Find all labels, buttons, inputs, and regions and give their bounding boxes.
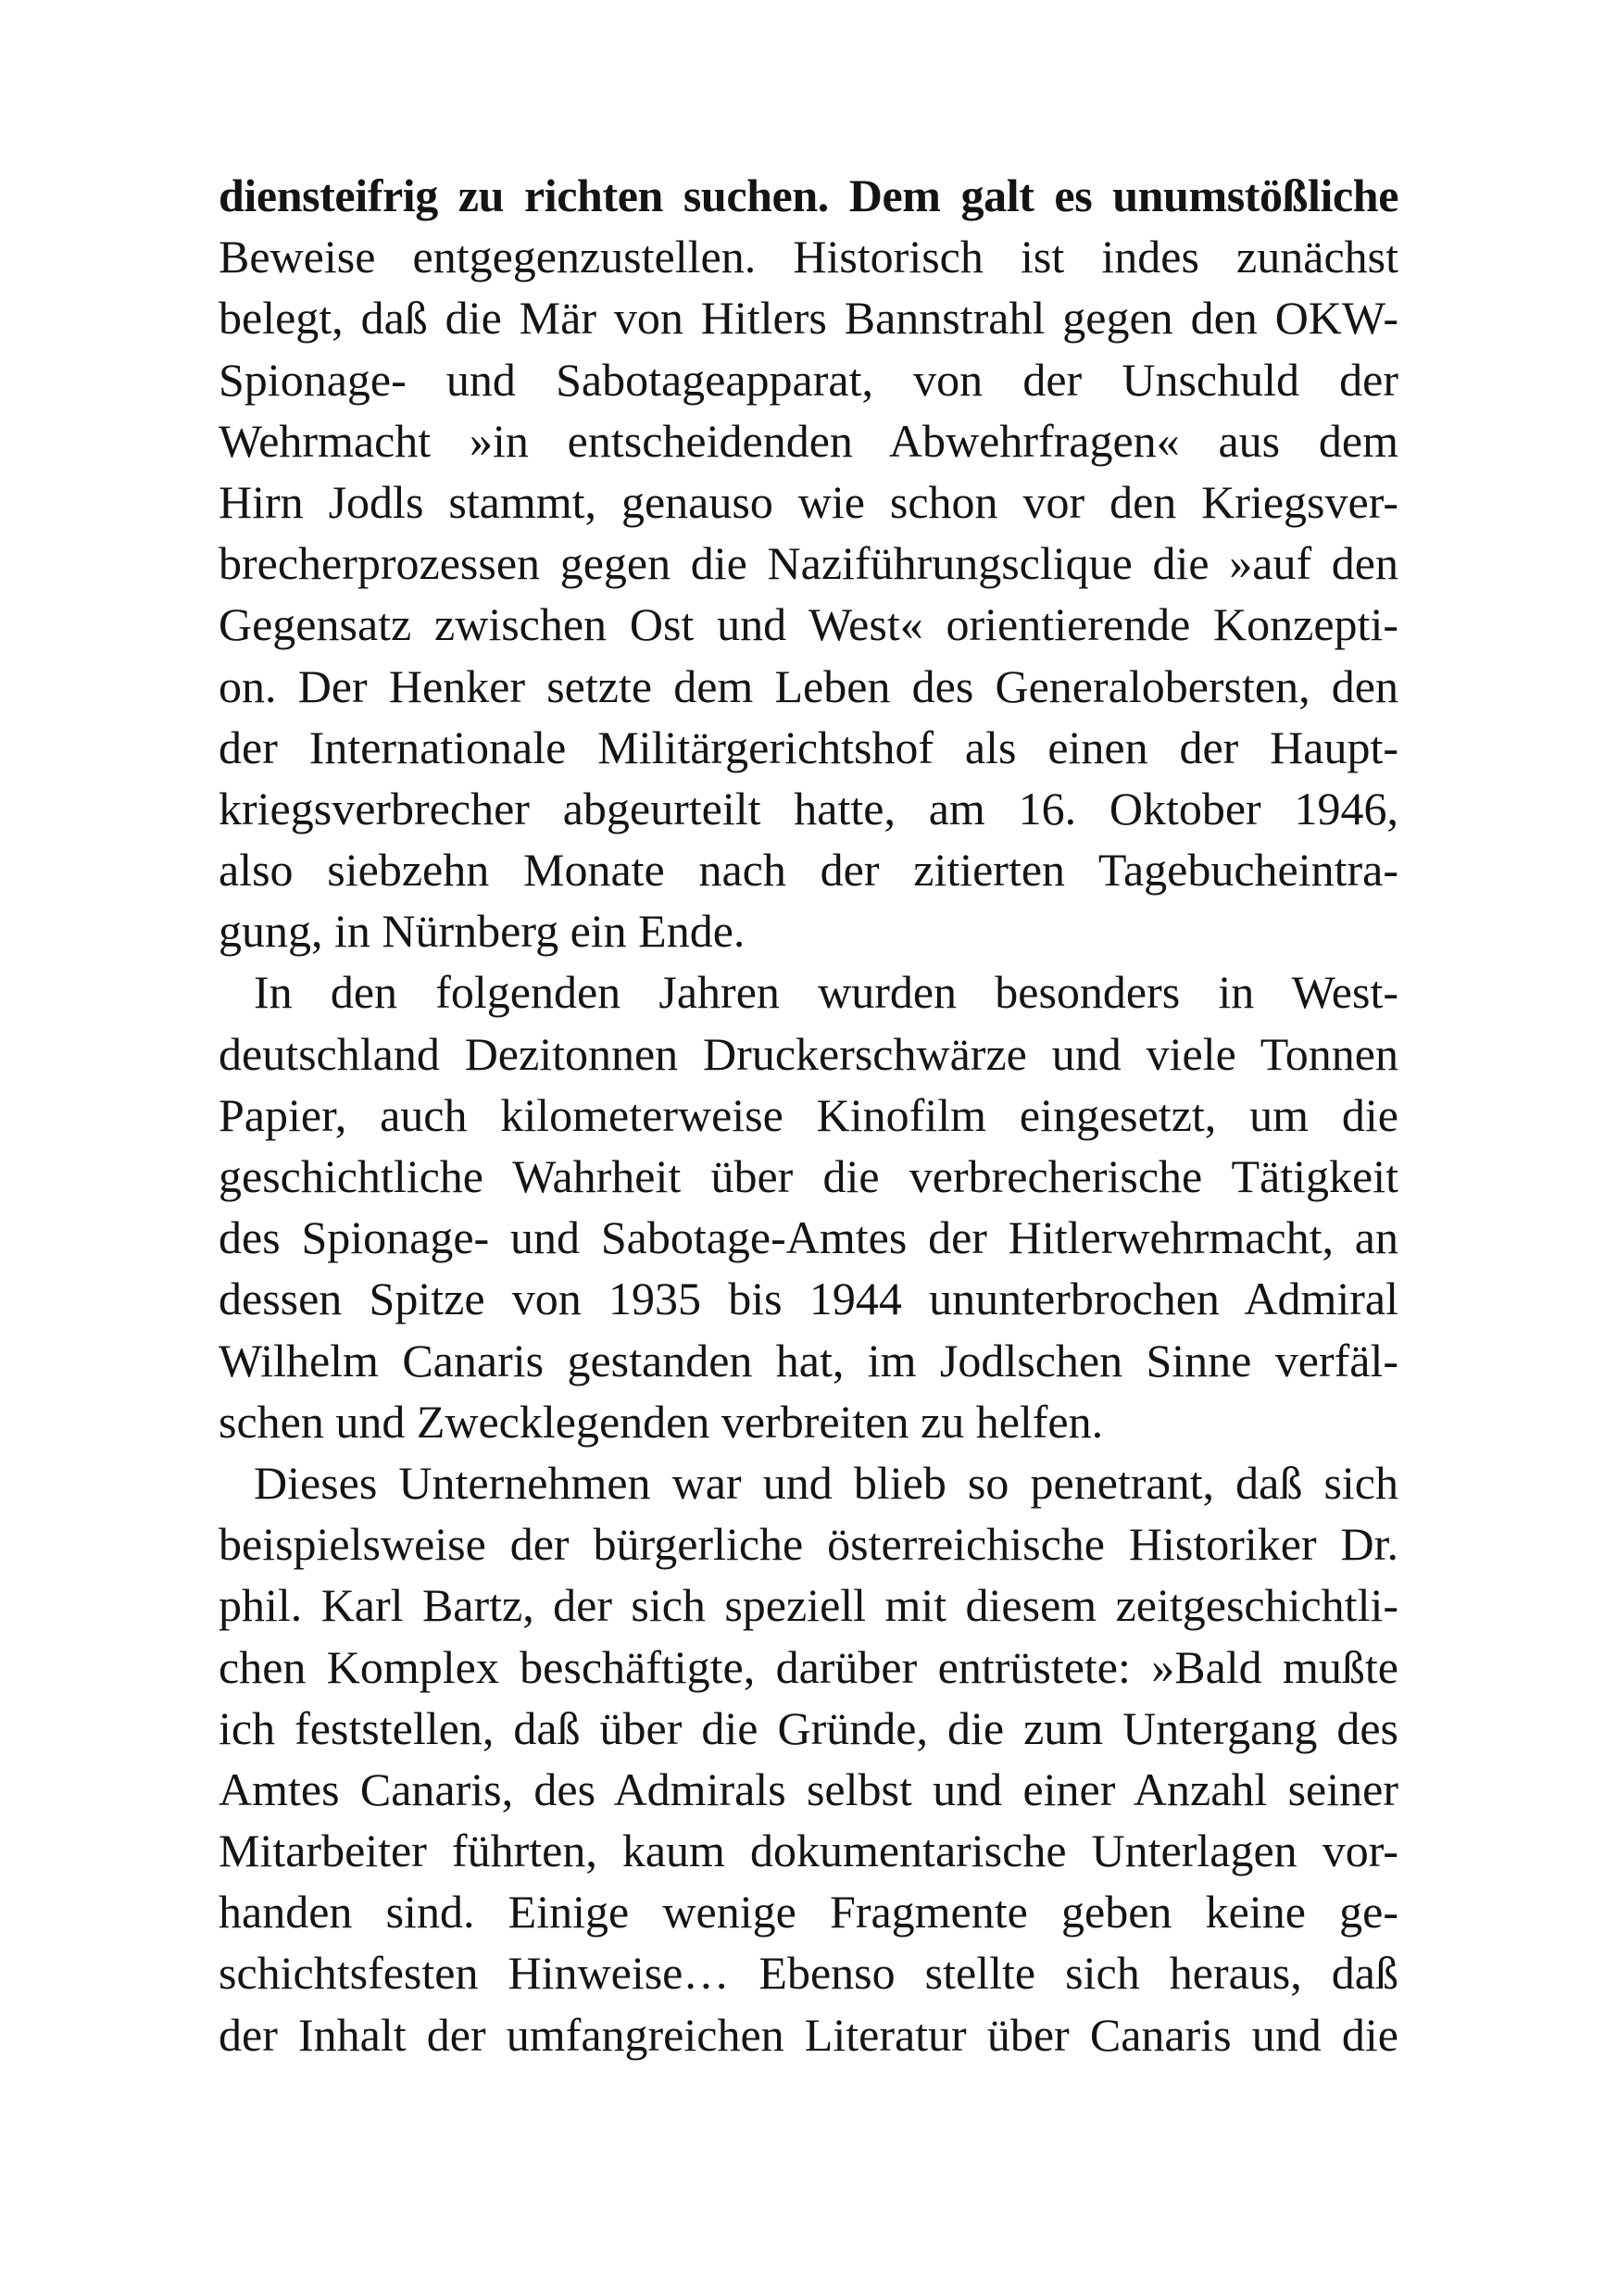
text-line: Amtes Canaris, des Admirals selbst und einer Anzahl seiner bbox=[219, 1763, 1398, 1815]
text-line: geschichtliche Wahrheit über die verbrecherische Tätigkeit bbox=[219, 1150, 1398, 1202]
text-line: Hirn Jodls stammt, genauso wie schon vor den Kriegsver- bbox=[219, 475, 1398, 528]
text-line: chen Komplex beschäftigte, darüber entrüstete: »Bald mußte bbox=[219, 1640, 1398, 1693]
text-line: gung, in Nürnberg ein Ende. bbox=[219, 905, 746, 958]
text-line: diensteifrig zu richten suchen. Dem galt es unumstößliche bbox=[219, 169, 1398, 221]
text-line: on. Der Henker setzte dem Leben des Generalobersten, den bbox=[219, 659, 1398, 712]
text-line: kriegsverbrecher abgeurteilt hatte, am 16. Oktober 1946, bbox=[219, 782, 1398, 834]
text-line: schichtsfesten Hinweise… Ebenso stellte sich heraus, daß bbox=[219, 1947, 1398, 2000]
text-line: phil. Karl Bartz, der sich speziell mit diesem zeitgeschichtli- bbox=[219, 1579, 1398, 1632]
text-line: Dieses Unternehmen war und blieb so penetrant, daß sich bbox=[254, 1456, 1398, 1509]
text-line: Gegensatz zwischen Ost und West« orientierende Konzepti- bbox=[219, 598, 1398, 651]
text-line: belegt, daß die Mär von Hitlers Bannstrahl gegen den OKW- bbox=[219, 292, 1398, 345]
text-line: Papier, auch kilometerweise Kinofilm eingesetzt, um die bbox=[219, 1088, 1398, 1141]
body-text bbox=[219, 165, 1398, 2065]
text-line: deutschland Dezitonnen Druckerschwärze und viele Tonnen bbox=[219, 1027, 1398, 1080]
text-line: des Spionage- und Sabotage-Amtes der Hitlerwehrmacht, an bbox=[219, 1211, 1398, 1264]
text-line: brecherprozessen gegen die Naziführungsclique die »auf den bbox=[219, 537, 1398, 590]
text-line: Mitarbeiter führten, kaum dokumentarische Unterlagen vor- bbox=[219, 1825, 1398, 1877]
text-line: also siebzehn Monate nach der zitierten Tagebucheintra- bbox=[219, 844, 1398, 897]
text-line: beispielsweise der bürgerliche österreichische Historiker Dr. bbox=[219, 1518, 1398, 1571]
text-line: Wilhelm Canaris gestanden hat, im Jodlschen Sinne verfäl- bbox=[219, 1334, 1398, 1386]
text-line: dessen Spitze von 1935 bis 1944 ununterbrochen Admiral bbox=[219, 1273, 1398, 1325]
text-line: der Internationale Militärgerichtshof als einen der Haupt- bbox=[219, 721, 1398, 773]
text-line: Beweise entgegenzustellen. Historisch ist indes zunächst bbox=[219, 231, 1398, 283]
text-line: handen sind. Einige wenige Fragmente geben keine ge- bbox=[219, 1886, 1398, 1938]
text-line: schen und Zwecklegenden verbreiten zu helfen. bbox=[219, 1395, 1104, 1448]
text-line: ich feststellen, daß über die Gründe, die zum Untergang des bbox=[219, 1701, 1398, 1754]
text-line: Wehrmacht »in entscheidenden Abwehrfragen« aus dem bbox=[219, 414, 1398, 467]
text-line: In den folgenden Jahren wurden besonders in West- bbox=[254, 966, 1398, 1019]
text-line: der Inhalt der umfangreichen Literatur über Canaris und die bbox=[219, 2008, 1398, 2061]
text-line: Spionage- und Sabotageapparat, von der Unschuld der bbox=[219, 353, 1398, 406]
